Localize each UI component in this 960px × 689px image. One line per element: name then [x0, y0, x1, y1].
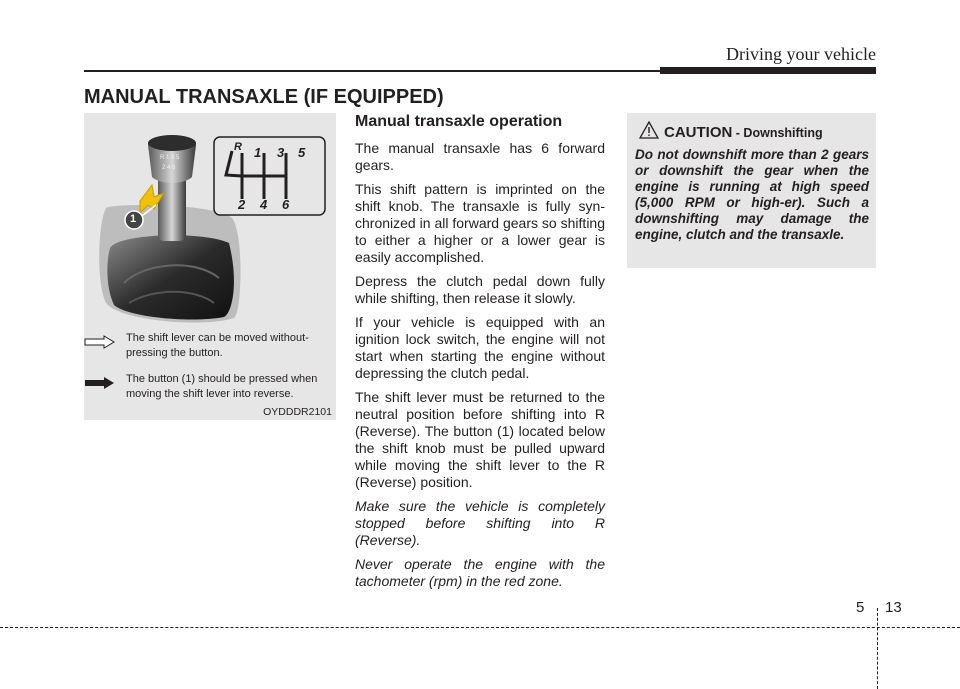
main-column	[355, 113, 605, 597]
body-paragraph: Depress the clutch pedal down fully while shifting, then release it slowly.	[355, 273, 605, 306]
legend-text-line1: The shift lever can be moved without-	[126, 332, 309, 344]
subsection-heading: Manual transaxle operation	[355, 113, 563, 130]
legend-text-line1: The button (1) should be pressed when	[126, 373, 318, 385]
footer-rule	[0, 627, 960, 628]
section-title: MANUAL TRANSAXLE (IF EQUIPPED)	[84, 86, 444, 108]
legend-text-line2: pressing the button.	[126, 347, 223, 359]
body-paragraph: The manual transaxle has 6 forward gears.	[355, 140, 605, 173]
pattern-gear-6: 6	[282, 197, 290, 212]
callout-number: 1	[130, 213, 137, 225]
pattern-gear-1: 1	[254, 145, 262, 160]
outline-arrow-icon	[84, 335, 116, 349]
pattern-gear-5: 5	[298, 145, 306, 160]
warning-triangle-icon	[639, 121, 659, 139]
pattern-gear-4: 4	[260, 197, 268, 212]
caution-label: CAUTION	[664, 124, 733, 141]
footer-divider	[877, 608, 878, 689]
caution-text: Do not downshift more than 2 gears or downshift the gear when the engine is running at high speed (5,000 RPM or high-er). Such a downshifting may damage the engine, clutch and the transaxle.	[635, 147, 869, 242]
body-paragraph: This shift pattern is imprinted on the shift knob. The transaxle is fully syn-chronized in all forward gears so shifting to either a higher or a lower gear is easily accomplished.	[355, 181, 605, 265]
solid-arrow-icon	[84, 376, 116, 390]
section-number: 5	[856, 599, 865, 616]
body-paragraph: The shift lever must be returned to the neutral position before shifting into R (Reverse). The button (1) located below the shift knob must be pulled upward while moving the shift lever to the R (Reverse) position.	[355, 389, 605, 490]
figure-code: OYDDDR2101	[263, 406, 332, 418]
caution-heading	[664, 124, 823, 141]
pattern-gear-2: 2	[238, 197, 246, 212]
pattern-reverse-label: R	[234, 141, 242, 153]
shifter-figure	[84, 113, 336, 420]
header-rule-thick	[660, 67, 876, 74]
pattern-gear-3: 3	[277, 145, 285, 160]
italic-note: Make sure the vehicle is completely stopped before shifting into R (Reverse).	[355, 498, 605, 548]
page-number: 13	[885, 599, 902, 616]
svg-text:2 4 6: 2 4 6	[162, 165, 176, 171]
svg-text:R 1 3 5: R 1 3 5	[160, 155, 180, 161]
caution-subtitle: - Downshifting	[732, 126, 823, 140]
legend-text-line2: moving the shift lever into reverse.	[126, 388, 294, 400]
page-header-title: Driving your vehicle	[726, 44, 876, 64]
header-rule	[84, 70, 660, 72]
body-paragraph: If your vehicle is equipped with an ignition lock switch, the engine will not start when starting the engine without depressing the clutch pedal.	[355, 314, 605, 381]
caution-box	[627, 113, 876, 268]
italic-note: Never operate the engine with the tachometer (rpm) in the red zone.	[355, 556, 605, 589]
